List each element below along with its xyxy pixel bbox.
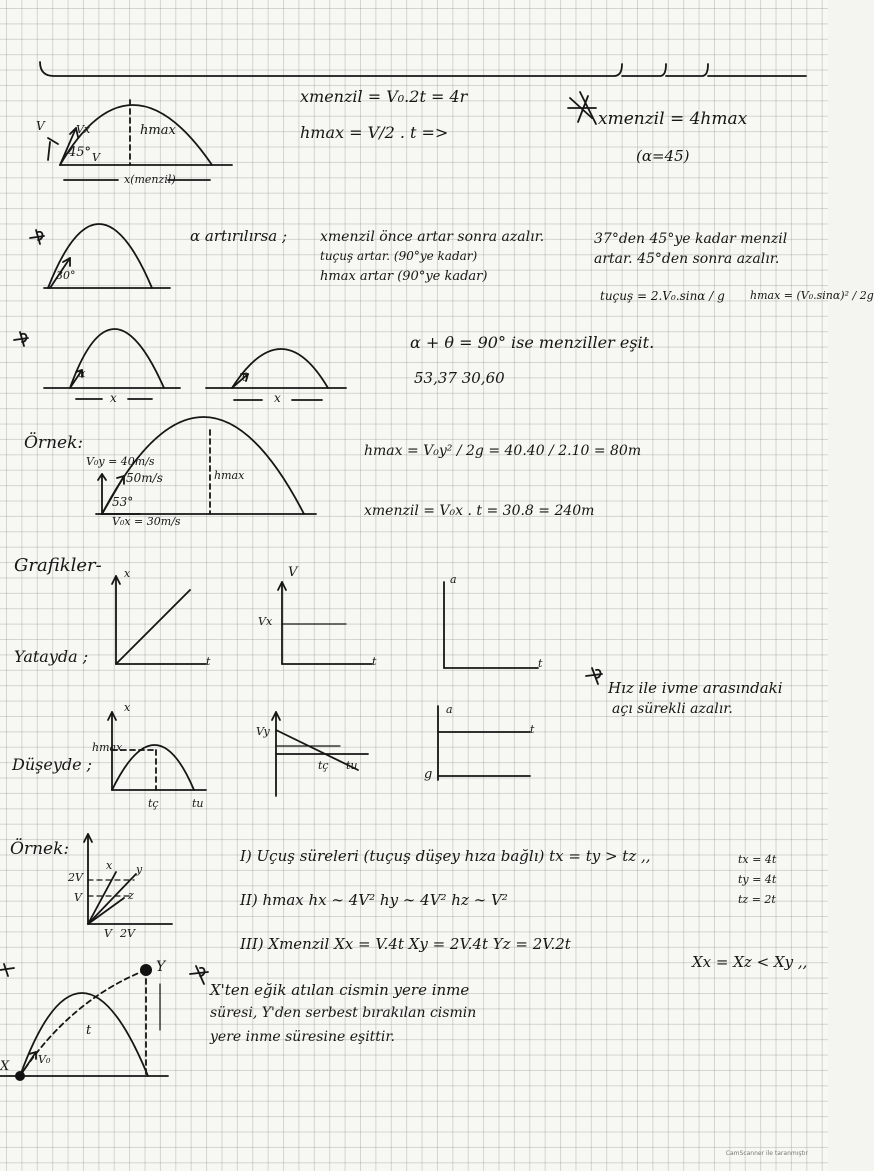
page-top-border: [40, 62, 806, 76]
bullet-3: [14, 332, 28, 346]
ornek1-xmenzil: xmenzil = V₀x . t = 30.8 = 240m: [364, 503, 595, 519]
graph4-y: x: [124, 701, 131, 714]
bullet-last: [0, 964, 14, 976]
ornek2-side-3: tz = 2t: [738, 893, 776, 906]
menzil-rule-condition: (α=45): [636, 147, 690, 165]
last-v0: V₀: [38, 1053, 51, 1066]
note-line-1: Hız ile ivme arasındaki: [608, 679, 783, 697]
grafikler-title: Grafikler-: [14, 555, 102, 576]
hmax-formula: hmax = (V₀.sinα)² / 2g: [750, 289, 874, 302]
graph6-y: a: [446, 703, 453, 716]
point-y-label: Y: [156, 959, 166, 975]
ornek2-side-1: tx = 4t: [738, 853, 777, 866]
sketch1-u-label: V: [92, 151, 100, 164]
ornek1-v0x: V₀x = 30m/s: [112, 515, 181, 528]
ornek2-axis-2v: 2V: [68, 871, 83, 884]
sketch1-hmax: hmax: [140, 123, 176, 138]
ornek1-hmax: hmax = V₀y² / 2g = 40.40 / 2.10 = 80m: [364, 443, 642, 459]
sketch3a-x: x: [110, 391, 117, 405]
ornek1-angle: 53°: [112, 495, 134, 509]
xmenzil-equation: xmenzil = V₀.2t = 4r: [300, 87, 468, 106]
ornek2-vec-y: y: [136, 863, 143, 876]
graph4-hmax: hmax: [92, 741, 123, 754]
graph3-x: t: [538, 657, 543, 670]
ornek2-result: Xx = Xz < Xy ,,: [692, 953, 808, 971]
ornek1-hmax-label: hmax: [214, 469, 245, 482]
bullet-2: [30, 230, 44, 244]
duseyde-label: Düşeyde ;: [12, 755, 93, 774]
ornek1-v0: 50m/s: [126, 471, 163, 485]
sketch1-angle: 45°: [68, 145, 92, 160]
last-t-label: t: [86, 1023, 92, 1038]
alpha-label: α artırılırsa ;: [190, 227, 288, 245]
graph2-vx: Vx: [258, 615, 273, 628]
graph5-tu: tu: [346, 759, 358, 772]
sketch3b-x: x: [274, 391, 281, 405]
ornek1-title: Örnek:: [24, 433, 84, 453]
graph1-x: t: [206, 655, 211, 668]
alpha-right-1: 37°den 45°ye kadar menzil: [594, 231, 788, 247]
note-line-2: açı sürekli azalır.: [612, 701, 733, 717]
sketch3b-theta: θ: [242, 371, 249, 384]
bullet-last2: [190, 966, 208, 984]
scanner-watermark: CamScanner ile taranmıştır: [725, 1150, 808, 1157]
ornek2-vec-z: z: [128, 889, 134, 902]
sketch1-v-label: V: [36, 119, 45, 133]
ornek2-title: Örnek:: [10, 839, 70, 859]
graph6-g: g: [424, 767, 433, 782]
ornek2-axis-v: V: [74, 891, 82, 904]
graph2-x: t: [372, 655, 377, 668]
yatayda-label: Yatayda ;: [14, 647, 89, 666]
sketch2-angle: 30°: [56, 269, 76, 282]
star-mark: [568, 92, 596, 124]
graph2-y: V: [288, 565, 298, 580]
hmax-equation: hmax = V/2 . t =>: [300, 123, 449, 142]
last-line-2: süresi, Y'den serbest bırakılan cismin: [210, 1005, 477, 1021]
graph4-tc: tç: [148, 797, 159, 810]
alpha-line-3: hmax artar (90°ye kadar): [320, 269, 488, 284]
last-line-1: X'ten eğik atılan cismin yere inme: [210, 981, 470, 999]
graph3-y: a: [450, 573, 457, 586]
alpha-line-1: xmenzil önce artar sonra azalır.: [320, 229, 545, 245]
sketch1-vx-label: Vx: [76, 123, 91, 136]
ornek2-statement-ii: II) hmax hx ∼ 4V² hy ∼ 4V² hz ∼ V²: [240, 891, 508, 909]
ornek1-v0y: V₀y = 40m/s: [86, 455, 155, 468]
tucus-formula: tuçuş = 2.V₀.sinα / g: [600, 289, 725, 303]
ornek2-statement-iii: III) Xmenzil Xx = V.4t Xy = 2V.4t Yz = 2V.2t: [240, 935, 571, 953]
graph1-y: x: [124, 567, 131, 580]
sketch1-xmenzil: x(menzil): [124, 173, 176, 186]
menzil-rule: xmenzil = 4hmax: [598, 109, 748, 129]
bullet-note: [586, 668, 602, 684]
last-line-3: yere inme süresine eşittir.: [210, 1029, 396, 1045]
ornek2-vec-x: x: [106, 859, 113, 872]
ornek2-axis-x2v: 2V: [120, 927, 135, 940]
ornek2-axis-xv: V: [104, 927, 112, 940]
sketch3a-alpha: α: [78, 367, 86, 380]
ornek2-side-2: ty = 4t: [738, 873, 777, 886]
graph4-tu: tu: [192, 797, 204, 810]
graph6-x: t: [530, 723, 535, 736]
graph5-tc: tç: [318, 759, 329, 772]
ornek2-statement-i: I) Uçuş süreleri (tuçuş düşey hıza bağlı) tx = ty > tz ,,: [240, 847, 651, 865]
angle-pairs: 53,37 30,60: [414, 369, 505, 387]
alpha-right-2: artar. 45°den sonra azalır.: [594, 251, 780, 267]
complementary-rule: α + θ = 90° ise menziller eşit.: [410, 333, 655, 352]
alpha-line-2: tuçuş artar. (90°ye kadar): [320, 249, 478, 263]
point-x-label: X: [0, 1059, 10, 1074]
graph5-y: Vy: [256, 725, 270, 738]
